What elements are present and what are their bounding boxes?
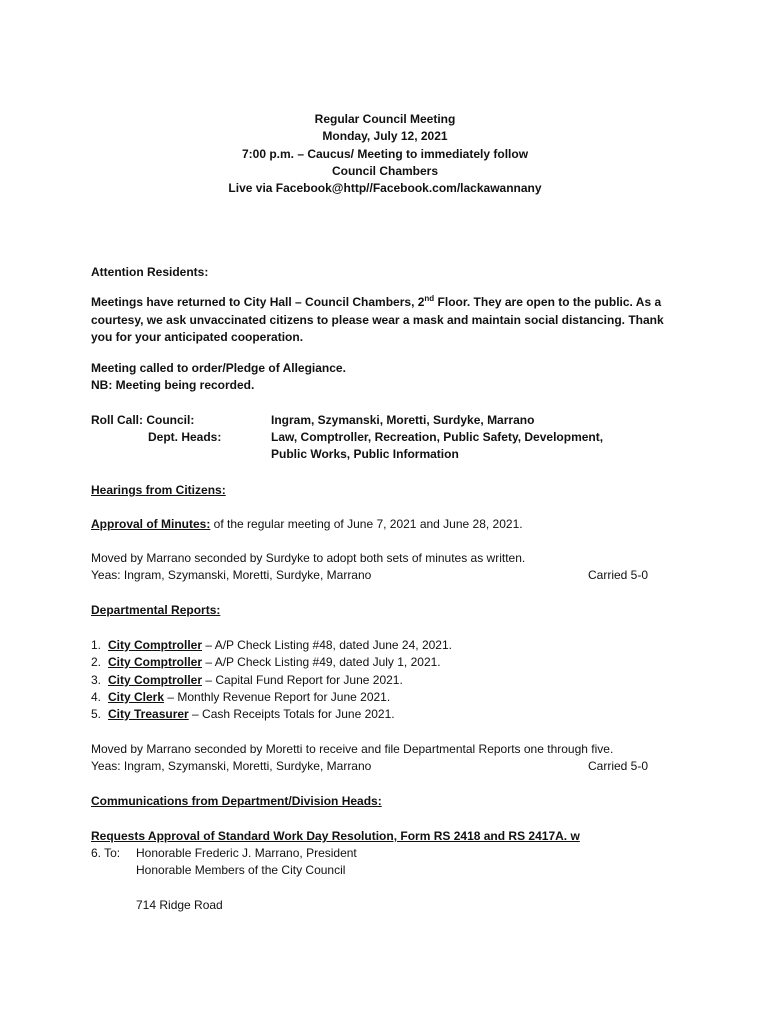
list-item-text: – Cash Receipts Totals for June 2021. — [188, 707, 395, 721]
work-day-request: Requests Approval of Standard Work Day Resolution, Form RS 2418 and RS 2417A. w — [91, 829, 580, 843]
attention-line-1 — [91, 294, 661, 311]
minutes-motion: Moved by Marrano seconded by Surdyke to adopt both sets of minutes as written. — [91, 551, 526, 565]
list-item — [91, 672, 403, 689]
roll-call-council: Ingram, Szymanski, Moretti, Surdyke, Marrano — [271, 413, 535, 427]
item-6-address: 714 Ridge Road — [136, 898, 223, 912]
list-item-text: – A/P Check Listing #48, dated June 24, 2021. — [202, 638, 452, 652]
minutes-text: of the regular meeting of June 7, 2021 and June 28, 2021. — [210, 517, 523, 531]
attention-line-1-sup: nd — [424, 294, 435, 303]
departmental-heading: Departmental Reports: — [91, 603, 221, 617]
list-item-text: – A/P Check Listing #49, dated July 1, 2021. — [202, 655, 441, 669]
meeting-live-link: Live via Facebook@http//Facebook.com/lackawannany — [228, 181, 542, 195]
list-item-number: 3. — [91, 673, 102, 687]
list-item-dept: City Treasurer — [108, 707, 189, 721]
meeting-called: Meeting called to order/Pledge of Allegiance. — [91, 361, 346, 375]
roll-call-dept-line-2: Public Works, Public Information — [271, 447, 459, 461]
list-item-dept: City Comptroller — [108, 638, 203, 652]
departmental-result: Carried 5-0 — [588, 759, 649, 773]
minutes-line — [91, 516, 523, 533]
list-item-number: 1. — [91, 638, 102, 652]
minutes-heading: Approval of Minutes: — [91, 517, 211, 531]
attention-line-1b: Floor. They are open to the public. As a — [434, 295, 662, 309]
list-item — [91, 637, 452, 654]
list-item-number: 5. — [91, 707, 102, 721]
meeting-title: Regular Council Meeting — [314, 112, 456, 126]
attention-line-1a: Meetings have returned to City Hall – Council Chambers, 2 — [91, 295, 425, 309]
item-6-number: 6. To: — [91, 846, 121, 860]
item-6-recipient-2: Honorable Members of the City Council — [136, 863, 346, 877]
attention-line-2: courtesy, we ask unvaccinated citizens to please wear a mask and maintain social distancing. Thank — [91, 313, 664, 327]
attention-line-3: you for your anticipated cooperation. — [91, 330, 304, 344]
list-item-text: – Monthly Revenue Report for June 2021. — [164, 690, 391, 704]
departmental-motion: Moved by Marrano seconded by Moretti to receive and file Departmental Reports one through five. — [91, 742, 614, 756]
meeting-time: 7:00 p.m. – Caucus/ Meeting to immediately follow — [241, 147, 529, 161]
list-item-dept: City Comptroller — [108, 673, 203, 687]
list-item — [91, 689, 390, 706]
meeting-date: Monday, July 12, 2021 — [322, 129, 448, 143]
roll-call-dept-line-1: Law, Comptroller, Recreation, Public Safety, Development, — [271, 430, 604, 444]
hearings-heading: Hearings from Citizens: — [91, 483, 226, 497]
list-item-number: 2. — [91, 655, 102, 669]
list-item-text: – Capital Fund Report for June 2021. — [202, 673, 403, 687]
meeting-location: Council Chambers — [331, 164, 439, 178]
item-6-recipient-1: Honorable Frederic J. Marrano, President — [136, 846, 357, 860]
departmental-yeas: Yeas: Ingram, Szymanski, Moretti, Surdyke, Marrano — [91, 759, 372, 773]
list-item-dept: City Comptroller — [108, 655, 203, 669]
list-item — [91, 706, 395, 723]
minutes-yeas: Yeas: Ingram, Szymanski, Moretti, Surdyke, Marrano — [91, 568, 372, 582]
roll-call-dept-label: Dept. Heads: — [148, 430, 222, 444]
list-item-dept: City Clerk — [108, 690, 165, 704]
list-item — [91, 654, 441, 671]
communications-heading: Communications from Department/Division Heads: — [91, 794, 382, 808]
roll-call-label: Roll Call: Council: — [91, 413, 195, 427]
meeting-recorded: NB: Meeting being recorded. — [91, 378, 255, 392]
minutes-result: Carried 5-0 — [588, 568, 649, 582]
list-item-number: 4. — [91, 690, 102, 704]
attention-heading: Attention Residents: — [91, 265, 209, 279]
